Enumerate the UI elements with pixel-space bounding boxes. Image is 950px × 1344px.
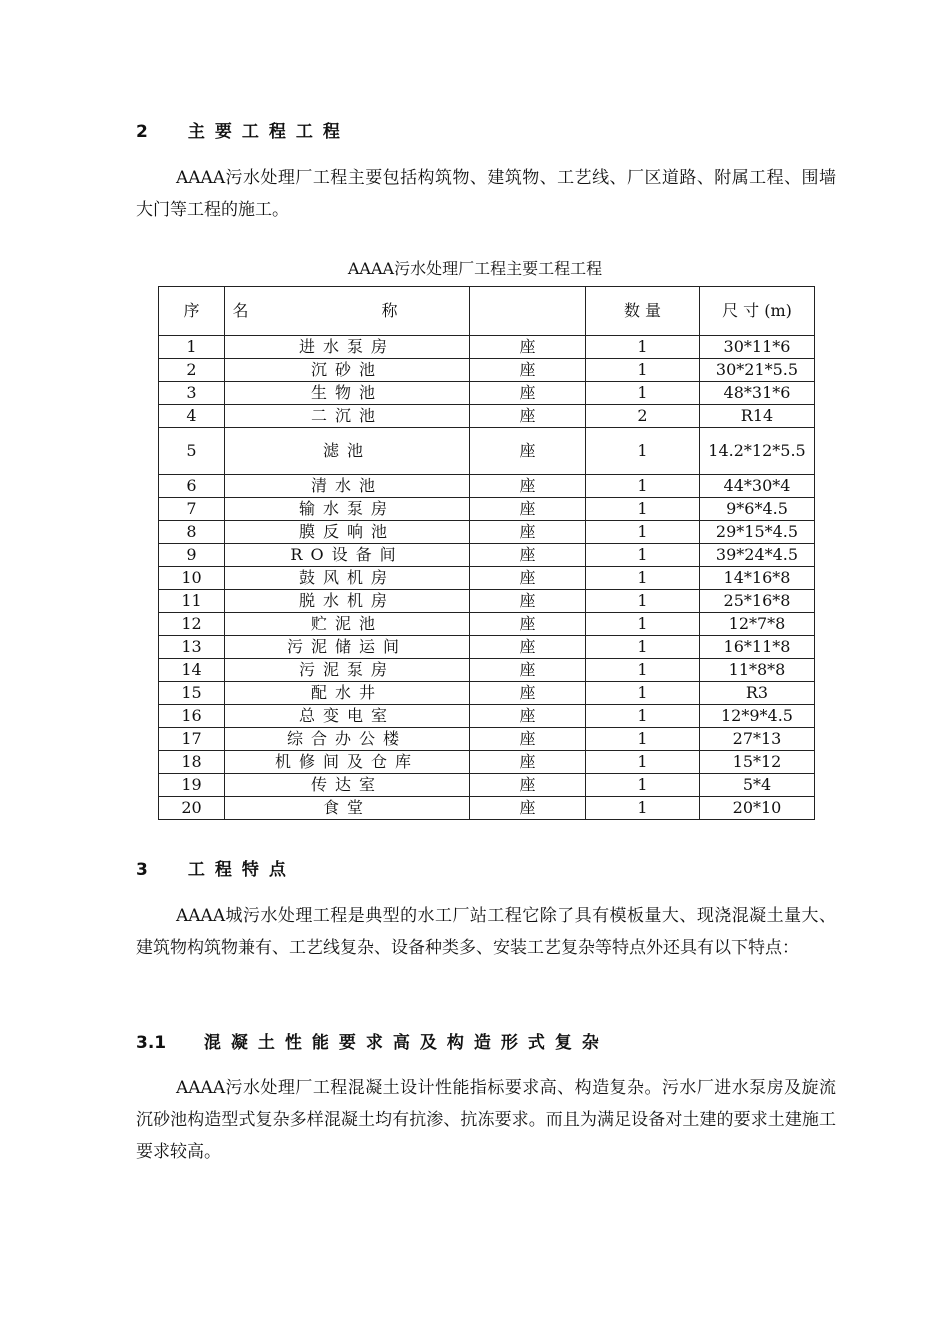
- cell-seq: 2: [159, 359, 225, 382]
- cell-name: 滤池: [225, 428, 470, 475]
- cell-qty: 1: [586, 774, 700, 797]
- paragraph-text: AAAA污水处理厂工程混凝土设计性能指标要求高、构造复杂。污水厂进水泵房及旋流沉砂池构造型式复杂多样混凝土均有抗渗、抗冻要求。而且为满足设备对土建的要求土建施工要求较高。: [136, 1078, 836, 1162]
- cell-size: R14: [700, 405, 815, 428]
- table-row: [159, 336, 815, 359]
- cell-size: 29*15*4.5: [700, 521, 815, 544]
- table-row: [159, 382, 815, 405]
- cell-unit: 座: [470, 428, 586, 475]
- table-caption: AAAA污水处理厂工程主要工程工程: [347, 259, 603, 278]
- cell-unit: 座: [470, 567, 586, 590]
- cell-unit: 座: [470, 705, 586, 728]
- table-header-row: [159, 287, 815, 336]
- cell-seq: 15: [159, 682, 225, 705]
- cell-unit: 座: [470, 336, 586, 359]
- table-row: [159, 797, 815, 820]
- project-table: [158, 286, 815, 820]
- cell-unit: 座: [470, 521, 586, 544]
- cell-name: 沉砂池: [225, 359, 470, 382]
- cell-size: 16*11*8: [700, 636, 815, 659]
- table-row: [159, 590, 815, 613]
- cell-size: 15*12: [700, 751, 815, 774]
- cell-name: 输水泵房: [225, 498, 470, 521]
- table-row: [159, 659, 815, 682]
- paragraph-text: AAAA城污水处理工程是典型的水工厂站工程它除了具有模板量大、现浇混凝土量大、建筑物构筑物兼有、工艺线复杂、设备种类多、安装工艺复杂等特点外还具有以下特点：: [136, 906, 836, 958]
- cell-name: 清水池: [225, 475, 470, 498]
- cell-seq: 5: [159, 428, 225, 475]
- cell-seq: 6: [159, 475, 225, 498]
- table-row: [159, 498, 815, 521]
- cell-seq: 12: [159, 613, 225, 636]
- cell-seq: 13: [159, 636, 225, 659]
- cell-qty: 1: [586, 336, 700, 359]
- cell-size: 11*8*8: [700, 659, 815, 682]
- cell-seq: 7: [159, 498, 225, 521]
- cell-size: 9*6*4.5: [700, 498, 815, 521]
- cell-qty: 1: [586, 659, 700, 682]
- cell-size: 12*7*8: [700, 613, 815, 636]
- cell-unit: 座: [470, 498, 586, 521]
- cell-name: 贮泥池: [225, 613, 470, 636]
- cell-unit: 座: [470, 728, 586, 751]
- cell-qty: 1: [586, 797, 700, 820]
- cell-qty: 1: [586, 475, 700, 498]
- cell-qty: 1: [586, 636, 700, 659]
- cell-seq: 14: [159, 659, 225, 682]
- cell-seq: 18: [159, 751, 225, 774]
- cell-name: 进水泵房: [225, 336, 470, 359]
- table-row: [159, 567, 815, 590]
- cell-qty: 1: [586, 544, 700, 567]
- section-3-1-heading: [136, 1028, 609, 1053]
- cell-seq: 20: [159, 797, 225, 820]
- table-row: [159, 682, 815, 705]
- cell-seq: 16: [159, 705, 225, 728]
- cell-size: 27*13: [700, 728, 815, 751]
- cell-unit: 座: [470, 475, 586, 498]
- cell-seq: 9: [159, 544, 225, 567]
- cell-size: R3: [700, 682, 815, 705]
- cell-name: 二沉池: [225, 405, 470, 428]
- header-name: 名 称: [225, 287, 470, 336]
- table-row: [159, 751, 815, 774]
- cell-seq: 8: [159, 521, 225, 544]
- cell-name: 配水井: [225, 682, 470, 705]
- cell-unit: 座: [470, 359, 586, 382]
- cell-size: 5*4: [700, 774, 815, 797]
- cell-qty: 1: [586, 382, 700, 405]
- cell-qty: 1: [586, 428, 700, 475]
- paragraph-text: AAAA污水处理厂工程主要包括构筑物、建筑物、工艺线、厂区道路、附属工程、围墙大门等工程的施工。: [136, 168, 836, 220]
- cell-size: 25*16*8: [700, 590, 815, 613]
- table-row: [159, 405, 815, 428]
- cell-unit: 座: [470, 682, 586, 705]
- cell-qty: 1: [586, 567, 700, 590]
- section-2-paragraph: [136, 162, 836, 226]
- cell-name: 鼓风机房: [225, 567, 470, 590]
- cell-name: 脱水机房: [225, 590, 470, 613]
- cell-seq: 10: [159, 567, 225, 590]
- table-row: [159, 521, 815, 544]
- cell-size: 44*30*4: [700, 475, 815, 498]
- cell-seq: 4: [159, 405, 225, 428]
- cell-qty: 1: [586, 521, 700, 544]
- cell-qty: 1: [586, 590, 700, 613]
- cell-seq: 17: [159, 728, 225, 751]
- cell-name: RO设备间: [225, 544, 470, 567]
- section-3-paragraph: [136, 900, 836, 964]
- cell-qty: 1: [586, 705, 700, 728]
- cell-name: 膜反响池: [225, 521, 470, 544]
- cell-unit: 座: [470, 590, 586, 613]
- header-seq: 序: [159, 287, 225, 336]
- table-row: [159, 428, 815, 475]
- section-title: 工程特点: [187, 860, 296, 880]
- cell-unit: 座: [470, 797, 586, 820]
- header-qty: 数 量: [586, 287, 700, 336]
- cell-qty: 1: [586, 728, 700, 751]
- table-row: [159, 544, 815, 567]
- cell-seq: 1: [159, 336, 225, 359]
- cell-size: 39*24*4.5: [700, 544, 815, 567]
- cell-name: 传达室: [225, 774, 470, 797]
- table-row: [159, 774, 815, 797]
- cell-seq: 11: [159, 590, 225, 613]
- cell-size: 14*16*8: [700, 567, 815, 590]
- table-body: [159, 336, 815, 820]
- cell-size: 30*11*6: [700, 336, 815, 359]
- table-row: [159, 728, 815, 751]
- cell-size: 14.2*12*5.5: [700, 428, 815, 475]
- cell-unit: 座: [470, 544, 586, 567]
- cell-unit: 座: [470, 405, 586, 428]
- cell-size: 12*9*4.5: [700, 705, 815, 728]
- cell-name: 污泥泵房: [225, 659, 470, 682]
- cell-unit: 座: [470, 751, 586, 774]
- cell-unit: 座: [470, 613, 586, 636]
- cell-qty: 1: [586, 613, 700, 636]
- cell-seq: 3: [159, 382, 225, 405]
- section-number: 3.1: [136, 1033, 167, 1053]
- header-unit: [470, 287, 586, 336]
- cell-qty: 2: [586, 405, 700, 428]
- section-3-1-paragraph: [136, 1072, 836, 1168]
- cell-seq: 19: [159, 774, 225, 797]
- cell-name: 综合办公楼: [225, 728, 470, 751]
- section-3-heading: [136, 855, 296, 880]
- table-row: [159, 636, 815, 659]
- cell-qty: 1: [586, 498, 700, 521]
- cell-name: 生物池: [225, 382, 470, 405]
- cell-qty: 1: [586, 359, 700, 382]
- cell-name: 总变电室: [225, 705, 470, 728]
- section-title: 混凝土性能要求高及构造形式复杂: [203, 1033, 609, 1053]
- cell-size: 48*31*6: [700, 382, 815, 405]
- section-title: 主要工程工程: [187, 122, 350, 142]
- cell-name: 污泥储运间: [225, 636, 470, 659]
- cell-size: 20*10: [700, 797, 815, 820]
- cell-size: 30*21*5.5: [700, 359, 815, 382]
- cell-qty: 1: [586, 751, 700, 774]
- section-2-heading: [136, 117, 350, 142]
- cell-unit: 座: [470, 382, 586, 405]
- section-number: 2: [136, 122, 148, 142]
- cell-unit: 座: [470, 774, 586, 797]
- cell-qty: 1: [586, 682, 700, 705]
- table-row: [159, 475, 815, 498]
- cell-name: 机修间及仓库: [225, 751, 470, 774]
- table-row: [159, 613, 815, 636]
- header-size: 尺 寸 (m): [700, 287, 815, 336]
- table-row: [159, 705, 815, 728]
- cell-unit: 座: [470, 659, 586, 682]
- table-row: [159, 359, 815, 382]
- cell-name: 食堂: [225, 797, 470, 820]
- section-number: 3: [136, 860, 148, 880]
- cell-unit: 座: [470, 636, 586, 659]
